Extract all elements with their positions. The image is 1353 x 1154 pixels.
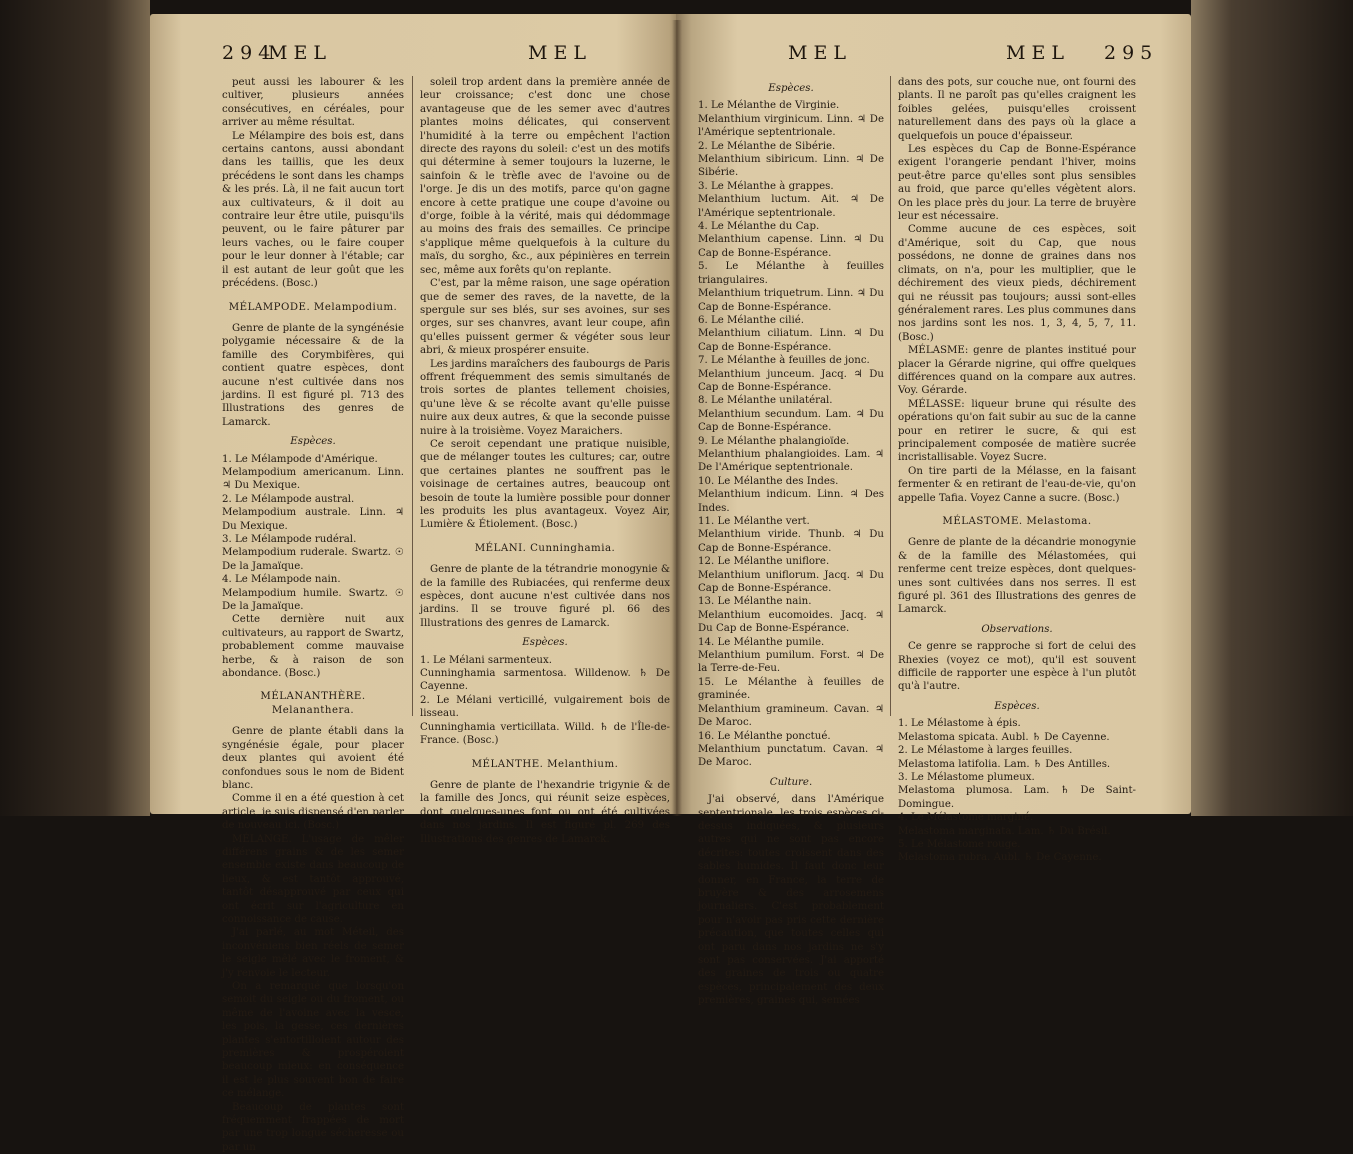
species-line: 1. Le Mélanthe de Virginie.	[698, 100, 840, 112]
section-subheading: Observations.	[981, 623, 1053, 635]
species-line: Melanthium junceum. Jacq. ♃ Du Cap de Bonne-Espérance.	[698, 368, 884, 393]
right-column-2	[898, 76, 1136, 864]
species-line: Melanthium punctatum. Cavan. ♃ De Maroc.	[698, 743, 884, 769]
species-line: Melanthium pumilum. Forst. ♃ De la Terre-de-Feu.	[698, 650, 884, 675]
species-line: 1. Le Mélastome à épis.	[898, 718, 1021, 730]
paragraph: Genre de plante établi dans la syngénésie égale, pour placer deux plantes qui avoient été confondues sous le nom de Bident blanc.	[222, 726, 404, 791]
species-line: 10. Le Mélanthe des Indes.	[698, 475, 839, 487]
entry-heading: MÉLASTOME. Melastoma.	[942, 516, 1092, 527]
left-page	[150, 14, 680, 1153]
species-line: Melanthium indicum. Linn. ♃ Des Indes.	[698, 489, 884, 514]
species-line: 1. Le Mélani sarmenteux.	[420, 654, 552, 666]
species-line: 5. Le Mélastome rouge.	[898, 838, 1021, 850]
paragraph: Les espèces du Cap de Bonne-Espérance exigent l'orangerie pendant l'hiver, moins peut-être parce qu'elles sont plus sensibles au froid, que parce qu'elles végètent alors. On les place près du jour. La terre de bruyère leur est nécessaire.	[898, 144, 1136, 223]
species-line: Melanthium capense. Linn. ♃ Du Cap de Bonne-Espérance.	[698, 234, 884, 259]
species-line: Melastoma marginata. Lam. ♄ Du Brésil.	[898, 825, 1111, 837]
left-column-1	[222, 76, 404, 1153]
paragraph: MÉLASSE: liqueur brune qui résulte des opérations qu'on fait subir au suc de la canne pour en retirer le sucre, & qui est principalement composée de matière sucrée incristallisable. Voyez Sucre.	[898, 398, 1136, 464]
right-column-rule	[890, 76, 891, 716]
species-line: Melanthium triquetrum. Linn. ♃ Du Cap de Bonne-Espérance.	[698, 288, 884, 313]
right-running-head-1: MEL	[788, 42, 852, 64]
species-line: 3. Le Mélanthe à grappes.	[698, 180, 834, 192]
species-line: 14. Le Mélanthe pumile.	[698, 636, 825, 648]
species-line: Cunninghamia sarmentosa. Willdenow. ♄ De Cayenne.	[420, 668, 670, 693]
right-column-1	[698, 76, 884, 1007]
paragraph: On a remarqué que lorsqu'on semoit du seigle ou du froment, ou même de l'avoine avec la vesce, les pois, la gesse, ces dernières plantes s'entortilloient autour des premières & prospéroient beaucoup mieux: en conséquence il est le plus souvent bon de faire ce mélange.	[222, 981, 404, 1100]
paragraph: MÉLASME: genre de plantes institué pour placer la Gérarde nigrine, qui offre quelques différences quand on la compare aux autres. Voy. Gérarde.	[898, 345, 1136, 397]
paragraph: Ce seroit cependant une pratique nuisible, que de mélanger toutes les cultures; car, outre que certaines plantes ne souffrent pas le voisinage de certaines autres, beaucoup ont besoin de toute la lumière possible pour donner les produits les plus avantageux. Voyez Air, Lumière & Étiolement. (Bosc.)	[420, 438, 670, 531]
book-gutter	[672, 20, 682, 816]
species-line: Melanthium ciliatum. Linn. ♃ Du Cap de Bonne-Espérance.	[698, 328, 884, 353]
species-line: Melanthium sibiricum. Linn. ♃ De Sibérie.	[698, 154, 884, 179]
species-line: Melastoma spicata. Aubl. ♄ De Cayenne.	[898, 731, 1110, 743]
species-line: Melastoma plumosa. Lam. ♄ De Saint-Domingue.	[898, 785, 1136, 810]
species-line: 4. Le Mélastome marginé.	[898, 812, 1034, 824]
paragraph: Cette dernière nuit aux cultivateurs, au rapport de Swartz, probablement comme mauvaise herbe, & à raison de son abondance. (Bosc.)	[222, 614, 404, 680]
paragraph: Genre de plante de la tétrandrie monogynie & de la famille des Rubiacées, qui renferme deux espèces, dont aucune n'est cultivée dans nos jardins. Il se trouve figuré pl. 66 des Illustrations des genres de Lamarck.	[420, 564, 670, 629]
species-line: Melanthium viride. Thunb. ♃ Du Cap de Bonne-Espérance.	[698, 529, 884, 554]
species-line: 11. Le Mélanthe vert.	[698, 516, 810, 527]
species-line: 9. Le Mélanthe phalangioïde.	[698, 435, 850, 447]
paragraph: On tire parti de la Mélasse, en la faisant fermenter & en retirant de l'eau-de-vie, qu'on appelle Tafia. Voyez Canne a sucre. (Bosc.)	[898, 465, 1136, 504]
species-line: Cunninghamia verticillata. Willd. ♄ de l'Île-de-France. (Bosc.)	[420, 721, 670, 747]
species-line: Melanthium phalangioides. Lam. ♃ De l'Amérique septentrionale.	[698, 448, 884, 474]
species-line: 4. Le Mélampode nain.	[222, 574, 341, 586]
paragraph: J'ai parlé, au mot Méteil, des inconvéniens bien réels de semer le seigle mêlé avec le froment, & j'y renvoie le lecteur.	[222, 927, 404, 979]
left-running-head-1: MEL	[268, 42, 332, 64]
paragraph: Beaucoup de plantes sont fréquemment frappées de mort par une trop longue sécheresse ou par un	[222, 1101, 404, 1153]
species-line: 2. Le Mélani verticillé, vulgairement bois de lisseau.	[420, 694, 670, 720]
left-running-head-2: MEL	[528, 42, 592, 64]
species-line: 5. Le Mélanthe à feuilles triangulaires.	[698, 261, 884, 286]
entry-heading: MÉLANANTHÈRE. Melananthera.	[260, 691, 366, 716]
left-page-number: 294	[222, 42, 277, 64]
species-line: 3. Le Mélastome plumeux.	[898, 771, 1035, 783]
species-line: 15. Le Mélanthe à feuilles de graminée.	[698, 676, 884, 702]
book-edge-right	[1191, 0, 1353, 816]
section-subheading: Espèces.	[768, 83, 814, 94]
species-line: 12. Le Mélanthe uniflore.	[698, 556, 830, 568]
right-page	[676, 14, 1191, 1007]
right-running-head-2: MEL	[1006, 42, 1070, 64]
book-edge-left	[0, 0, 150, 816]
species-line: Melanthium secundum. Lam. ♃ Du Cap de Bonne-Espérance.	[698, 408, 884, 434]
species-line: 2. Le Mélanthe de Sibérie.	[698, 140, 836, 152]
species-line: 3. Le Mélampode rudéral.	[222, 534, 357, 545]
species-line: Melastoma latifolia. Lam. ♄ Des Antilles.	[898, 758, 1111, 770]
species-line: 6. Le Mélanthe cilié.	[698, 314, 805, 326]
section-subheading: Espèces.	[290, 436, 336, 448]
paragraph: J'ai observé, dans l'Amérique septentrionale, les trois espèces ci-dessus indiquées, & plusieurs autres qui ne sont pas encore décrites: toutes croissent dans des sables humides. Il faut donc leur donner, en France, la terre de bruyère & des arrosemens journaliers. C'est probablement pour n'avoir pas pris cette dernière précaution, que toutes celles qui ont paru dans nos jardins ne s'y sont pas conservées. J'ai apporté des graines de trois ou quatre espèces, principalement des deux premières, graines qui, semées	[698, 794, 884, 1007]
left-column-2	[420, 76, 670, 845]
entry-heading: MÉLANI. Cunninghamia.	[474, 542, 616, 554]
species-line: Melanthium eucomoides. Jacq. ♃ Du Cap de Bonne-Espérance.	[698, 609, 884, 635]
left-column-rule	[412, 76, 413, 716]
species-line: Melanthium uniflorum. Jacq. ♃ Du Cap de Bonne-Espérance.	[698, 569, 884, 595]
paragraph: peut aussi les labourer & les cultiver, plusieurs années consécutives, en céréales, pour arriver au même résultat.	[222, 77, 404, 129]
species-line: 4. Le Mélanthe du Cap.	[698, 221, 820, 233]
section-subheading: Espèces.	[994, 700, 1040, 712]
section-subheading: Espèces.	[522, 637, 568, 649]
paragraph: Les jardins maraîchers des faubourgs de Paris offrent fréquemment des semis simultanés de trois sortes de plantes tellement choisies, qu'une lève & se récolte avant qu'elle puisse nuire aux deux autres, & que la seconde puisse nuire à la troisième. Voyez Maraichers.	[420, 358, 670, 437]
species-line: Melampodium americanum. Linn. ♃ Du Mexique.	[222, 466, 404, 492]
species-line: Melampodium australe. Linn. ♃ Du Mexique.	[222, 507, 404, 532]
species-line: 8. Le Mélanthe unilatéral.	[698, 395, 833, 407]
paragraph: C'est, par la même raison, une sage opération que de semer des raves, de la navette, de la spergule sur ses blés, sur ses avoines, sur ses orges, sur ses chanvres, avant leur coupe, afin qu'elles puissent germer & végéter sous leur abri, & mieux prospérer ensuite.	[420, 278, 670, 357]
entry-heading: MÉLANTHE. Melanthium.	[471, 758, 619, 770]
species-line: 16. Le Mélanthe ponctué.	[698, 730, 831, 742]
paragraph: Le Mélampire des bois est, dans certains cantons, aussi abondant dans les taillis, que les deux précédens le sont dans les champs & les prés. Là, il ne fait aucun tort aux cultivateurs, & il doit au contraire leur être utile, puisqu'ils peuvent, ou le faire pâturer par leurs vaches, ou le faire couper pour le leur donner à l'étable; car il est autant de leur goût que les précédens. (Bosc.)	[222, 130, 404, 290]
paragraph: Comme il en a été question à cet article, je suis dispensé d'en parler de nouveau ici. (Bosc.)	[222, 793, 404, 832]
species-line: Melanthium virginicum. Linn. ♃ De l'Amérique septentrionale.	[698, 113, 884, 139]
section-subheading: Culture.	[769, 776, 813, 788]
species-line: Melanthium gramineum. Cavan. ♃ De Maroc.	[698, 703, 884, 729]
species-line: 1. Le Mélampode d'Amérique.	[222, 453, 378, 465]
species-line: 2. Le Mélastome à larges feuilles.	[898, 745, 1073, 757]
paragraph: Genre de plante de l'hexandrie trigynie & de la famille des Joncs, qui réunit seize espèces, dont quelques-unes font ou ont été cultivées dans nos jardins. Il est figuré pl. 269 des Illustrations des genres de Lamarck.	[420, 779, 670, 845]
species-line: Melampodium ruderale. Swartz. ☉ De la Jamaïque.	[222, 547, 404, 572]
species-line: 13. Le Mélanthe nain.	[698, 596, 812, 608]
entry-heading: MÉLAMPODE. Melampodium.	[228, 301, 398, 313]
species-line: 2. Le Mélampode austral.	[222, 493, 355, 505]
paragraph: Ce genre se rapproche si fort de celui des Rhexies (voyez ce mot), qu'il est souvent difficile de rapporter une espèce à l'un plutôt qu'à l'autre.	[898, 641, 1136, 693]
paragraph: Comme aucune de ces espèces, soit d'Amérique, soit du Cap, que nous possédons, ne donne de graines dans nos climats, on n'a, pour les multiplier, que le déchirement des vieux pieds, déchirement qui ne réussit pas toujours; aussi sont-elles généralement rares. Les plus communes dans nos jardins sont les nos. 1, 3, 4, 5, 7, 11. (Bosc.)	[898, 224, 1136, 343]
paragraph: dans des pots, sur couche nue, ont fourni des plants. Il ne paroît pas qu'elles craignent les foibles gelées, puisqu'elles croissent naturellement dans des pays où la glace a quelquefois un pouce d'épaisseur.	[898, 77, 1136, 142]
paragraph: Genre de plante de la syngénésie polygamie nécessaire & de la famille des Corymbifères, qui contient quatre espèces, dont aucune n'est cultivée dans nos jardins. Il est figuré pl. 713 des Illustrations des genres de Lamarck.	[222, 322, 404, 428]
paragraph: MÉLANGE. L'usage de mêler différens grains & de les semer ensemble existe dans beaucoup de lieux, & est tantôt approuvé, tantôt désapprouvé par ceux qui ont écrit sur l'agriculture en connoissance de cause.	[222, 833, 404, 925]
paragraph: soleil trop ardent dans la première année de leur croissance; c'est donc une chose avantageuse que de les semer avec d'autres plantes moins délicates, qui conservent l'humidité à la terre ou empêchent l'action directe des rayons du soleil: c'est un des motifs qui détermine à semer toujours la luzerne, le sainfoin & le trèfle avec de l'avoine ou de l'orge. Je dis un des motifs, parce qu'on gagne encore à cette pratique une coupe d'avoine ou d'orge, foible à la vérité, mais qui dédommage au moins des frais des semailles. Ce principe s'applique même quelquefois à la culture du maïs, du sorgho, &c., aux pépinières en terrein sec, même aux forêts qu'on replante.	[420, 77, 670, 276]
right-page-number: 295	[1104, 42, 1159, 64]
species-line: Melanthium luctum. Ait. ♃ De l'Amérique septentrionale.	[698, 194, 884, 219]
species-line: Melastoma rubra. Aubl. ♄ De Cayenne.	[898, 852, 1102, 864]
species-line: Melampodium humile. Swartz. ☉ De la Jamaïque.	[222, 587, 404, 613]
paragraph: Genre de plante de la décandrie monogynie & de la famille des Mélastomées, qui renferme cent treize espèces, dont quelques-unes sont cultivées dans nos serres. Il est figuré pl. 361 des Illustrations des genres de Lamarck.	[898, 537, 1136, 616]
species-line: 7. Le Mélanthe à feuilles de jonc.	[698, 355, 870, 367]
